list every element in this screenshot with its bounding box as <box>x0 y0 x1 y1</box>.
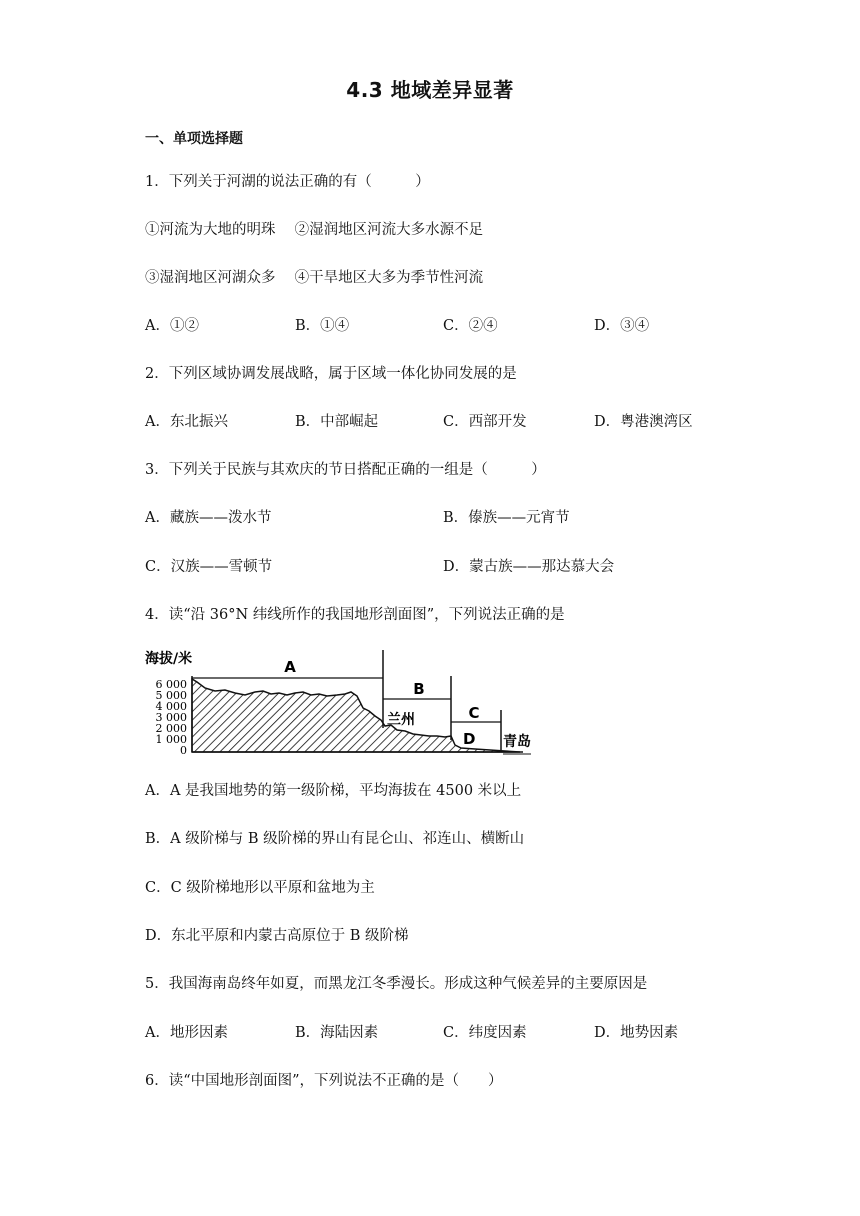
question-2-option-b[interactable]: B．中部崛起 <box>295 414 379 430</box>
city-label-qingdao: 青岛 <box>503 734 531 750</box>
city-label-lanzhou: 兰州 <box>387 712 415 728</box>
y-tick-0: 0 <box>180 744 187 757</box>
question-1-option-d[interactable]: D．③④ <box>594 318 650 334</box>
question-6-stem: 6．读“中国地形剖面图”，下列说法不正确的是（ ） <box>145 1073 503 1089</box>
question-4-stem: 4．读“沿 36°N 纬线所作的我国地形剖面图”，下列说法正确的是 <box>145 607 565 623</box>
question-5-option-d[interactable]: D．地势因素 <box>594 1025 679 1041</box>
terrain-profile-figure <box>145 648 545 764</box>
region-label-a: A <box>284 658 296 676</box>
y-tick-3000: 3 000 <box>155 711 187 724</box>
question-5-option-c[interactable]: C．纬度因素 <box>443 1025 527 1041</box>
question-5-option-a[interactable]: A．地形因素 <box>145 1025 228 1041</box>
question-1-option-a[interactable]: A．①② <box>145 318 199 334</box>
question-1-statements-line-1: ①河流为大地的明珠 ②湿润地区河流大多水源不足 <box>145 222 484 238</box>
question-2-option-d[interactable]: D．粤港澳湾区 <box>594 414 693 430</box>
question-3-option-c[interactable]: C．汉族——雪顿节 <box>145 559 273 575</box>
question-1-option-c[interactable]: C．②④ <box>443 318 498 334</box>
question-4-option-a[interactable]: A．A 是我国地势的第一级阶梯，平均海拔在 4500 米以上 <box>145 783 522 799</box>
question-3-option-d[interactable]: D．蒙古族——那达慕大会 <box>443 559 615 575</box>
section-heading: 一、单项选择题 <box>145 131 243 147</box>
y-axis-label: 海拔/米 <box>145 651 193 667</box>
question-1-stem: 1．下列关于河湖的说法正确的有（ ） <box>145 174 430 190</box>
question-5-stem: 5．我国海南岛终年如夏，而黑龙江冬季漫长。形成这种气候差异的主要原因是 <box>145 976 648 992</box>
question-5-option-b[interactable]: B．海陆因素 <box>295 1025 379 1041</box>
question-4-option-b[interactable]: B．A 级阶梯与 B 级阶梯的界山有昆仑山、祁连山、横断山 <box>145 831 525 847</box>
question-3-option-a[interactable]: A．藏族——泼水节 <box>145 510 272 526</box>
y-tick-6000: 6 000 <box>155 678 187 691</box>
question-3-option-b[interactable]: B．傣族——元宵节 <box>443 510 570 526</box>
question-3-stem: 3．下列关于民族与其欢庆的节日搭配正确的一组是（ ） <box>145 462 546 478</box>
question-4-option-d[interactable]: D．东北平原和内蒙古高原位于 B 级阶梯 <box>145 928 409 944</box>
page-title: 4.3 地域差异显著 <box>346 78 514 102</box>
question-1-statements-line-2: ③湿润地区河湖众多 ④干旱地区大多为季节性河流 <box>145 270 484 286</box>
question-2-option-c[interactable]: C．西部开发 <box>443 414 527 430</box>
question-2-option-a[interactable]: A．东北振兴 <box>145 414 228 430</box>
y-tick-5000: 5 000 <box>155 689 187 702</box>
question-4-option-c[interactable]: C．C 级阶梯地形以平原和盆地为主 <box>145 880 375 896</box>
question-1-option-b[interactable]: B．①④ <box>295 318 350 334</box>
region-label-c: C <box>468 704 480 722</box>
question-2-stem: 2．下列区域协调发展战略，属于区域一体化协同发展的是 <box>145 366 517 382</box>
y-tick-1000: 1 000 <box>155 733 187 746</box>
terrain-profile-diagram <box>145 648 545 760</box>
y-tick-4000: 4 000 <box>155 700 187 713</box>
y-tick-2000: 2 000 <box>155 722 187 735</box>
region-label-b: B <box>413 680 425 698</box>
region-label-d: D <box>463 730 476 748</box>
